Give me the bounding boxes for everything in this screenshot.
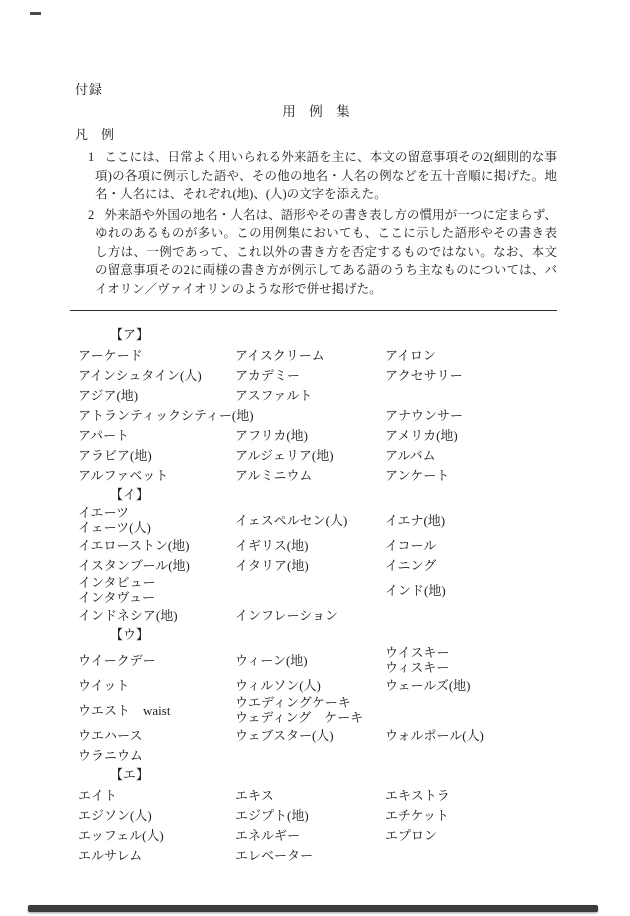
word-cell [78,388,235,403]
word-row [78,845,557,865]
word-row [78,465,557,485]
word-entry: アフリカ(地) [235,427,309,443]
word-row [78,365,557,385]
word-cell [385,583,557,598]
scan-artifact-bottom-edge [28,905,598,912]
scan-artifact-corner [30,12,41,15]
word-cell [385,828,557,843]
word-row [78,745,557,765]
word-entry: ウエハース [78,727,143,743]
word-entry: アンケート [385,467,450,483]
word-row [78,785,557,805]
page-title: 用 例 集 [282,104,350,119]
word-entry: アメリカ(地) [385,427,458,443]
word-entry: エプロン [385,827,438,843]
word-cell [235,468,385,483]
word-cell [235,728,385,743]
word-entry: アイスクリーム [235,347,325,363]
word-entry: エジソン(人) [78,807,152,823]
word-cell [235,538,385,553]
word-cell [385,678,557,693]
word-entry: ウィーン(地) [235,652,308,668]
word-row [78,405,557,425]
word-entry: アインシュタイン(人) [78,367,202,383]
word-row [78,445,557,465]
word-cell [385,468,557,483]
legend-notes [88,148,557,298]
word-cell [78,368,235,383]
word-cell [235,848,385,863]
word-cell [385,788,557,803]
word-cell [78,748,235,763]
word-entry: ウイスキー [385,645,450,660]
word-entry: エルサレム [78,847,143,863]
word-entry: ウィスキー [385,660,450,675]
section-divider [70,310,557,311]
word-entry: イェーツ(人) [78,520,151,535]
word-entry: エネルギー [235,827,301,843]
note-number: 1 [88,150,95,164]
word-cell [235,368,385,383]
word-entry: インタヴュー [78,590,155,605]
word-entry: アジア(地) [78,387,139,403]
word-entry: イェスペルセン(人) [235,512,348,528]
word-row [78,345,557,365]
note-text: ここには、日常よく用いられる外来語を主に、本文の留意事項その2(細則的な事項)の各項に例示した語や、その他の地名・人名の例などを五十音順に掲げた。地名・人名には、それぞれ(地)、(人)の文字を添えた。 [95,150,557,201]
word-cell [385,808,557,823]
word-row [78,725,557,745]
word-row [78,695,557,725]
word-cell [78,703,235,718]
word-row [78,645,557,675]
word-cell [385,513,557,528]
word-entry: インフレーション [235,607,338,623]
word-cell [235,428,385,443]
word-entry: アパート [78,427,129,443]
word-row [78,805,557,825]
word-cell [78,608,235,623]
word-entry: イスタンブール(地) [78,557,190,573]
word-entry: イニング [385,557,437,573]
word-entry: イエナ(地) [385,512,446,528]
word-cell [385,645,557,675]
word-cell [78,808,235,823]
word-cell [235,695,385,725]
word-cell [78,828,235,843]
appendix-label: 付録 [75,82,104,97]
word-cell [78,407,254,423]
word-entry: ウェールズ(地) [385,677,471,693]
section-header: 【ア】 [110,327,150,342]
word-cell [78,448,235,463]
word-row [78,555,557,575]
word-cell [78,428,235,443]
word-entry: インドネシア(地) [78,607,178,623]
word-entry: アトランティックシティー(地) [78,407,254,423]
word-entry: ウィルソン(人) [235,677,321,693]
section-header: 【エ】 [110,767,150,782]
word-entry: イコール [385,537,437,553]
legend-note-1 [88,148,557,204]
word-entry: アラビア(地) [78,447,152,463]
word-row [78,575,557,605]
word-cell [385,348,557,363]
word-cell [385,558,557,573]
word-cell [78,728,235,743]
word-entry: エキストラ [385,787,450,803]
word-cell [78,538,235,553]
word-row [78,675,557,695]
word-cell [385,408,557,423]
word-entry: インド(地) [385,582,446,598]
word-cell [78,678,235,693]
word-cell [78,348,235,363]
word-cell [78,575,235,605]
word-cell [78,505,235,535]
word-cell [235,788,385,803]
note-number: 2 [88,207,95,222]
word-entry: ウェブスター(人) [235,727,334,743]
word-cell [385,368,557,383]
word-row [78,505,557,535]
word-cell [235,678,385,693]
word-entry: イエローストン(地) [78,537,190,553]
word-cell [235,558,385,573]
section-header: 【イ】 [110,487,150,502]
word-entry: ウイット [78,677,130,693]
word-entry: ウラニウム [78,747,143,763]
word-row [78,385,557,405]
word-cell [385,538,557,553]
word-entry: ウイークデー [78,652,156,668]
legend-heading: 凡 例 [75,127,115,142]
word-entry: インタビュー [78,575,156,590]
word-entry: アスファルト [235,387,313,403]
word-cell [235,808,385,823]
word-row [78,605,557,625]
word-cell [78,468,235,483]
word-entry: エキス [235,787,274,803]
word-cell [78,558,235,573]
word-entry: ウォルポール(人) [385,727,484,743]
word-cell [235,388,385,403]
word-entry: アルジェリア(地) [235,447,334,463]
word-entry: ウエディングケーキ [235,695,351,710]
word-cell [78,788,235,803]
word-cell [235,608,385,623]
word-entry: アカデミー [235,367,300,383]
section-header: 【ウ】 [110,627,150,642]
word-cell [235,513,385,528]
word-cell [78,848,235,863]
word-entry: アーケード [78,347,143,363]
word-cell [78,653,235,668]
word-entry: エイト [78,787,118,803]
word-row [78,825,557,845]
word-entry: アルミニウム [235,467,313,483]
word-entry: ウエスト waist [78,702,171,718]
legend-note-2 [88,206,557,299]
word-entry: アナウンサー [385,407,464,423]
word-entry: アルバム [385,447,436,463]
word-list [78,325,557,865]
word-entry: アイロン [385,347,436,363]
word-entry: エッフェル(人) [78,827,164,843]
word-entry: アクセサリー [385,367,463,383]
word-cell [385,728,557,743]
word-entry: ウェディング ケーキ [235,710,364,725]
word-entry: エジプト(地) [235,807,309,823]
word-cell [235,348,385,363]
word-cell [385,448,557,463]
word-row [78,535,557,555]
word-entry: イギリス(地) [235,537,309,553]
word-cell [235,448,385,463]
word-cell [385,428,557,443]
word-entry: イエーツ [78,505,129,520]
word-cell [235,653,385,668]
word-cell [235,828,385,843]
word-entry: アルファベット [78,467,169,483]
note-text: 外来語や外国の地名・人名は、語形やその書き表し方の慣用が一つに定まらず、ゆれのあるものが多い。この用例集においても、ここに示した語形やその書き表し方は、一例であって、これ以外の書き方を否定するものではない。なお、本文の留意事項その2に両様の書き方が例示してある語のうち主なものについては、バイオリン／ヴァイオリンのような形で併せ掲げた。 [95,207,557,296]
word-entry: イタリア(地) [235,557,309,573]
word-entry: エチケット [385,807,449,823]
word-row [78,425,557,445]
word-entry: エレベーター [235,847,314,863]
